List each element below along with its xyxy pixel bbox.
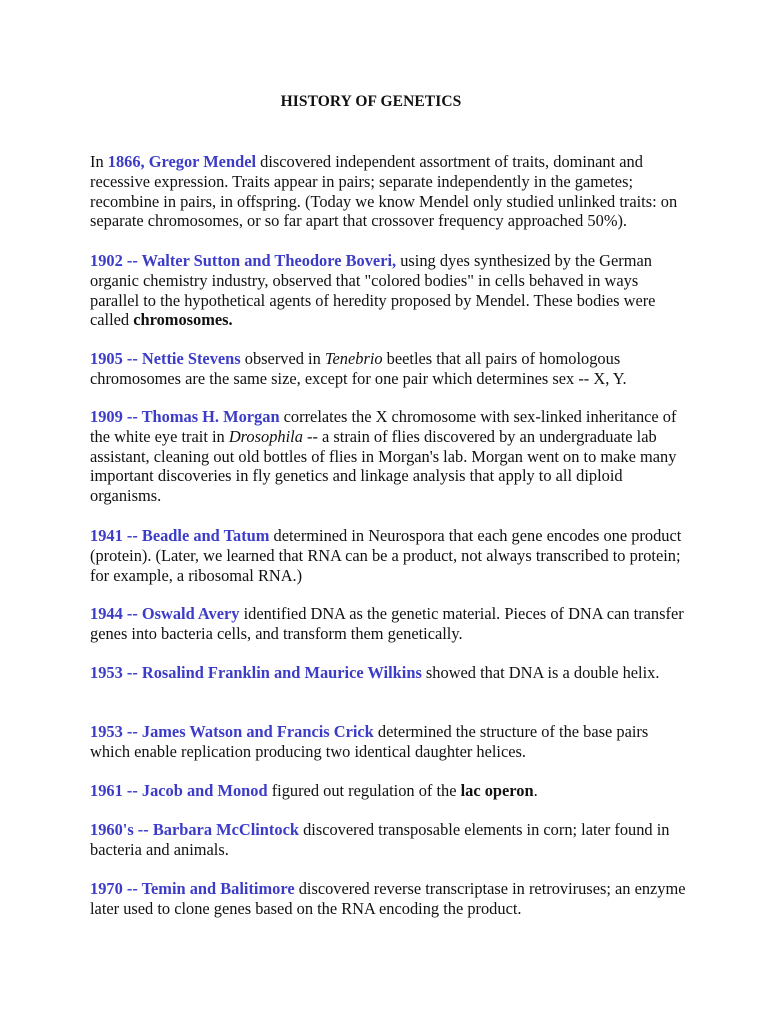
highlight-year-name: 1905 -- Nettie Stevens bbox=[90, 349, 241, 368]
paragraph-text: determined in Neurospora that each gene encodes one product (protein). (Later, we learned that RNA can be a product, not always transcribed to protein; for example, a ribosomal RNA.) bbox=[90, 526, 682, 585]
highlight-year-name: 1909 -- Thomas H. Morgan bbox=[90, 407, 280, 426]
paragraph-text-continued: . bbox=[533, 781, 538, 800]
highlight-year-name: 1953 -- James Watson and Francis Crick bbox=[90, 722, 374, 741]
bold-term: chromosomes. bbox=[133, 310, 233, 330]
paragraph-1905-stevens bbox=[90, 349, 690, 389]
paragraph-1960s-mcclintock bbox=[90, 820, 690, 860]
paragraph-text-continued: -- a strain of flies discovered by an undergraduate lab assistant, cleaning out old bottles of flies in Morgan's lab. Morgan went on to make many important discoveries in fly genetics and linkage analysis that apply to all diploid organisms. bbox=[90, 426, 677, 506]
paragraph-1961-jacob-monod bbox=[90, 781, 690, 801]
document-title: HISTORY OF GENETICS bbox=[280, 93, 462, 110]
highlight-year-name: 1944 -- Oswald Avery bbox=[90, 604, 240, 623]
paragraph-text: discovered transposable elements in corn; later found in bacteria and animals. bbox=[90, 820, 670, 859]
paragraph-1902-sutton-boveri bbox=[90, 251, 690, 330]
paragraph-text: discovered independent assortment of traits, dominant and recessive expression. Traits appear in pairs; separate independently in the gametes; recombine in pairs, in offspring. (Today we know Mendel only studied unlinked traits: on separate chromosomes, or so far apart that crossover frequency approached 50%). bbox=[90, 152, 678, 231]
paragraph-text: discovered reverse transcriptase in retroviruses; an enzyme later used to clone genes based on the RNA encoding the product. bbox=[90, 879, 686, 918]
paragraph-1953-watson-crick bbox=[90, 722, 690, 762]
highlight-year-name: 1941 -- Beadle and Tatum bbox=[90, 526, 270, 545]
paragraph-lead: In bbox=[90, 152, 108, 171]
paragraph-1941-beadle-tatum bbox=[90, 526, 690, 585]
paragraph-text: correlates the X chromosome with sex-linked inheritance of the white eye trait in bbox=[90, 407, 677, 446]
paragraph-text-continued: beetles that all pairs of homologous chromosomes are the same size, except for one pair which determines sex -- X, Y. bbox=[90, 349, 627, 388]
paragraph-text: figured out regulation of the bbox=[267, 781, 461, 800]
paragraph-text: using dyes synthesized by the German organic chemistry industry, observed that "colored bodies" in cells behaved in ways parallel to the hypothetical agents of heredity proposed by Mendel. These bodies were called bbox=[90, 251, 656, 330]
bold-term: lac operon bbox=[460, 781, 534, 800]
paragraph-1909-morgan bbox=[90, 407, 690, 506]
paragraph-text: determined the structure of the base pairs which enable replication producing two identical daughter helices. bbox=[90, 722, 649, 761]
paragraph-text: identified DNA as the genetic material. Pieces of DNA can transfer genes into bacteria cells, and transform them genetically. bbox=[90, 604, 684, 643]
highlight-year-name: 1902 -- Walter Sutton and Theodore Boveri, bbox=[90, 251, 397, 270]
italic-term: Tenebrio bbox=[324, 349, 383, 368]
highlight-year-name: 1970 -- Temin and Balitimore bbox=[90, 879, 295, 898]
highlight-year-name: 1866, Gregor Mendel bbox=[107, 152, 257, 171]
paragraph-1944-avery bbox=[90, 604, 690, 644]
paragraph-1970-temin-baltimore bbox=[90, 879, 690, 919]
paragraph-1866-mendel bbox=[90, 152, 690, 231]
paragraph-text: observed in bbox=[240, 349, 325, 368]
highlight-year-name: 1960's -- Barbara McClintock bbox=[90, 820, 299, 839]
paragraph-1953-franklin-wilkins bbox=[90, 663, 690, 683]
italic-term: Drosophila bbox=[228, 426, 303, 446]
paragraph-text: showed that DNA is a double helix. bbox=[421, 663, 660, 682]
highlight-year-name: 1961 -- Jacob and Monod bbox=[90, 781, 268, 800]
highlight-year-name: 1953 -- Rosalind Franklin and Maurice Wilkins bbox=[90, 663, 422, 682]
